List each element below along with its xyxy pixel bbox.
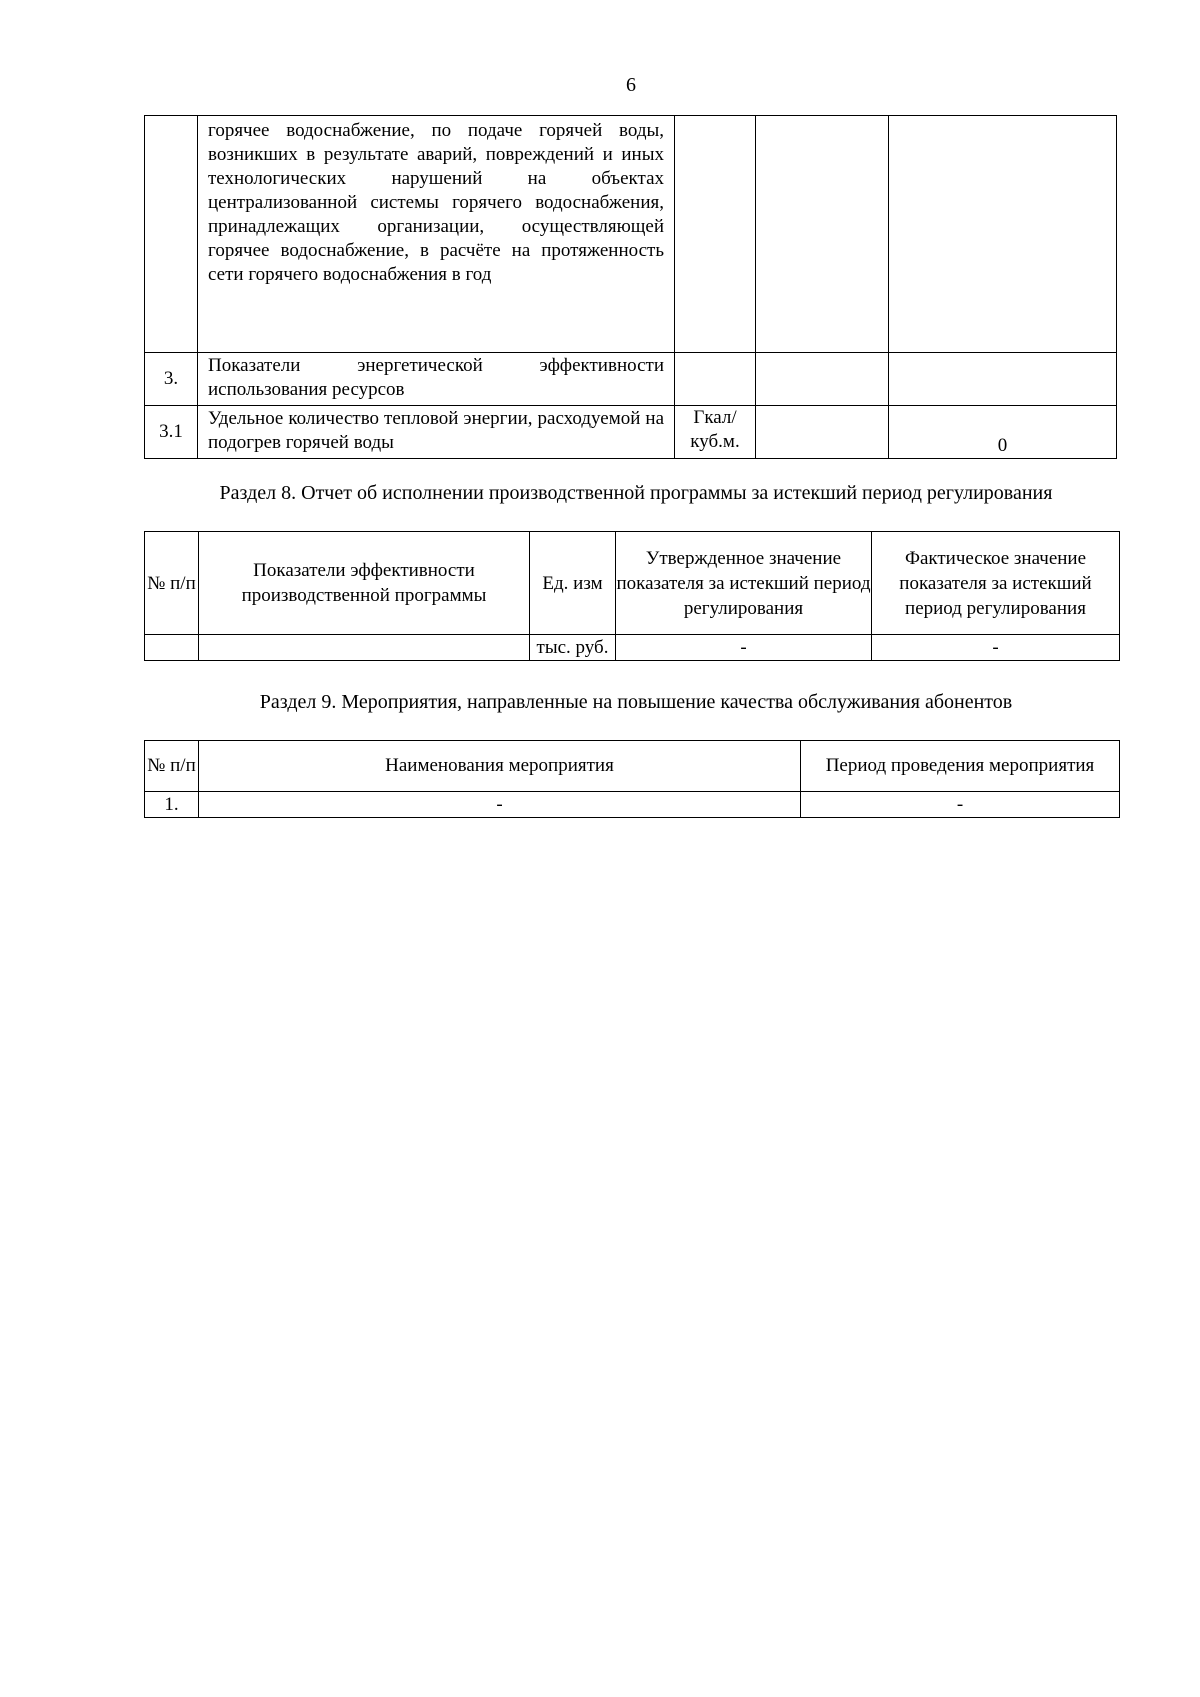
table-row [145, 635, 1120, 661]
unit-cell [675, 116, 756, 353]
header-measure-name: Наименования мероприятия [199, 741, 801, 792]
section-9-heading: Раздел 9. Мероприятия, направленные на повышение качества обслуживания абонентов [259, 691, 1013, 713]
indicator-name: Показатели энергетической эффективности использования ресурсов [198, 353, 675, 406]
value-cell [756, 116, 889, 353]
section-8-heading: Раздел 8. Отчет об исполнении производственной программы за истекший период регулирования [219, 482, 1053, 504]
header-number: № п/п [145, 532, 199, 635]
indicator-name: горячее водоснабжение, по подаче горячей воды, возникших в результате аварий, повреждений и иных технологических нарушений на объектах централизованной системы горячего водоснабжения, принадлежащих организации, осуществляющей горячее водоснабжение, в расчёте на протяженность сети горячего водоснабжения в год [198, 116, 675, 353]
approved-value: - [616, 635, 872, 661]
indicator-name [199, 635, 530, 661]
indicator-name: Удельное количество тепловой энергии, расходуемой на подогрев горячей воды [198, 406, 675, 459]
value-cell [756, 406, 889, 459]
row-number: 1. [145, 792, 199, 818]
header-indicator: Показатели эффективности производственной программы [199, 532, 530, 635]
measure-name: - [199, 792, 801, 818]
unit-cell: тыс. руб. [530, 635, 616, 661]
header-number: № п/п [145, 741, 199, 792]
section-8-table [144, 531, 1120, 661]
table-row [145, 353, 1117, 406]
row-number: 3.1 [145, 406, 198, 459]
indicators-table-continued [144, 115, 1117, 459]
page-number: 6 [626, 74, 636, 96]
table-header-row [145, 532, 1120, 635]
table-row [145, 406, 1117, 459]
value-cell [889, 353, 1117, 406]
header-period: Период проведения мероприятия [801, 741, 1120, 792]
row-number: 3. [145, 353, 198, 406]
table-row [145, 792, 1120, 818]
value-cell [889, 116, 1117, 353]
table-row [145, 116, 1117, 353]
row-number [145, 635, 199, 661]
header-approved-value: Утвержденное значение показателя за истекший период регулирования [616, 532, 872, 635]
measure-period: - [801, 792, 1120, 818]
table-header-row [145, 741, 1120, 792]
value-cell [756, 353, 889, 406]
header-actual-value: Фактическое значение показателя за истекший период регулирования [872, 532, 1120, 635]
section-9-table [144, 740, 1120, 818]
unit-cell: Гкал/ куб.м. [675, 406, 756, 459]
actual-value: - [872, 635, 1120, 661]
header-unit: Ед. изм [530, 532, 616, 635]
value-cell: 0 [889, 406, 1117, 459]
row-number [145, 116, 198, 353]
unit-cell [675, 353, 756, 406]
